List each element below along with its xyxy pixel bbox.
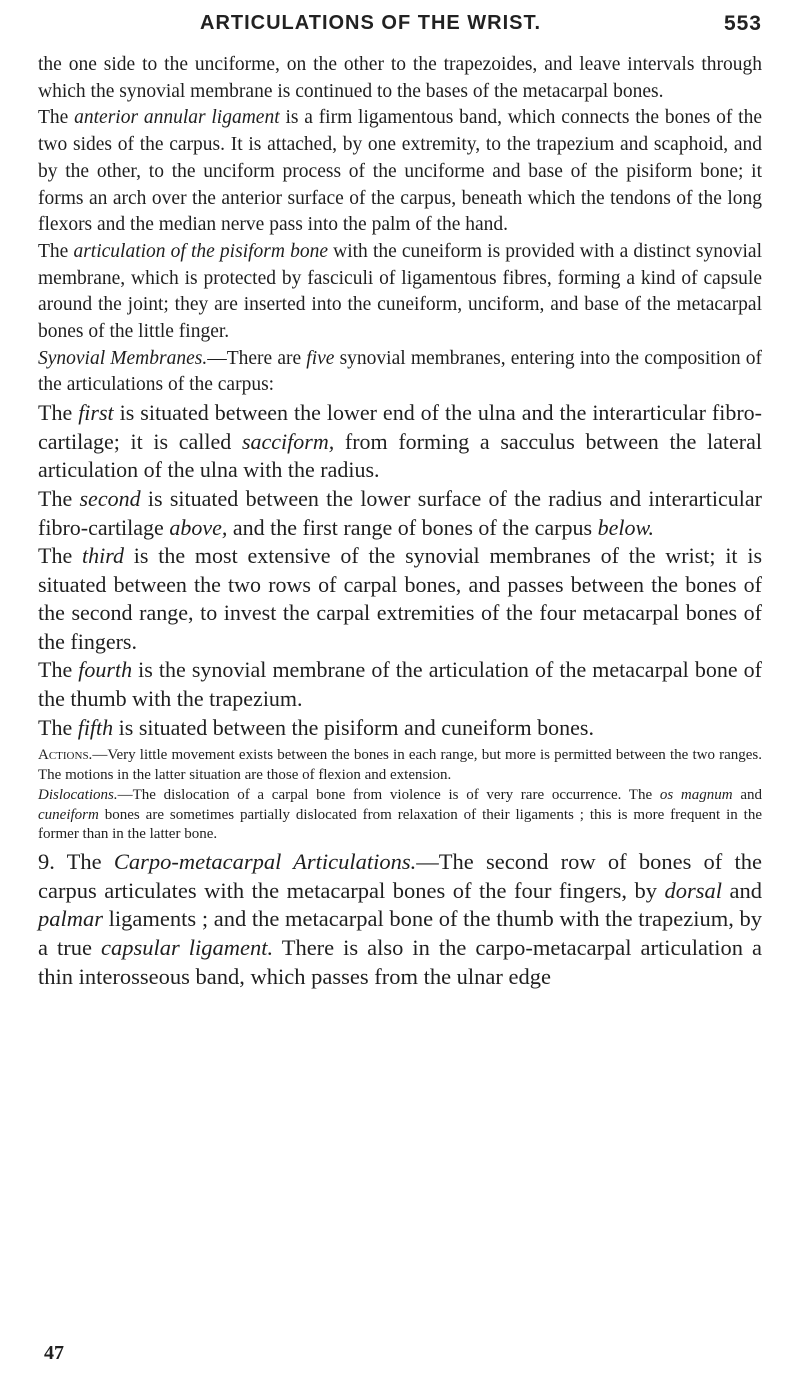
paragraph-fifth: The fifth is situated between the pisiform and cuneiform bones.: [38, 714, 594, 740]
paragraph-third: The third is the most extensive of the synovial membranes of the wrist; it is situated between the two rows of carpal bones, and passes between the bones of the second range, to invest the carpal extremities of the four metacarpal bones of the fingers.: [38, 543, 763, 654]
term-annular-ligament: anterior annular ligament: [74, 107, 280, 129]
term-synovial-membranes: Synovial Membranes.: [38, 347, 208, 369]
paragraph-pisiform: The articulation of the pisiform bone with the cuneiform is provided with a distinct synovial membrane, which is protected by fasciculi of ligamentous fibres, forming a kind of capsule around the joint; they are inserted into the cuneiform, unciform, and base of the metacarpal bones of the little finger.: [38, 240, 762, 343]
running-title: ARTICULATIONS OF THE WRIST.: [200, 12, 542, 34]
paragraph-dislocations: Dislocations.—The dislocation of a carpal bone from violence is of very rare occurrence. The os magnum and cuneiform bones are sometimes partially dislocated from relaxation of their ligaments ; this is more frequent in the former than in the latter bone.: [38, 786, 762, 843]
paragraph-first: The first is situated between the lower end of the ulna and the interarticular fibro-cartilage; it is called sacciform, from forming a sacculus between the lateral articulation of the ulna with the radius.: [38, 400, 762, 483]
paragraph-continuation: the one side to the unciforme, on the other to the trapezoides, and leave intervals through which the synovial membrane is continued to the bases of the metacarpal bones.: [38, 54, 762, 102]
term-pisiform: articulation of the pisiform bone: [73, 240, 328, 262]
heading-actions: Actions.: [38, 747, 93, 764]
signature-mark: 47: [44, 1342, 64, 1364]
paragraph-fourth: The fourth is the synovial membrane of the articulation of the metacarpal bone of the thumb with the trapezium.: [38, 657, 762, 712]
paragraph-carpo-metacarpal: 9. The Carpo-metacarpal Articulations.—The second row of bones of the carpus articulates with the metacarpal bones of the four fingers, by dorsal and palmar ligaments ; and the metacarpal bone of the thumb with the trapezium, by a true capsular ligament. There is also in the carpo-metacarpal articulation a thin interosseous band, which passes from the ulnar edge: [38, 849, 762, 989]
heading-dislocations: Dislocations.: [38, 786, 118, 803]
paragraph-actions: Actions.—Very little movement exists between the bones in each range, but more is permitted between the two ranges. The motions in the latter situation are those of flexion and extension.: [38, 747, 762, 784]
paragraph-synovial-membranes: Synovial Membranes.—There are five synovial membranes, entering into the composition of the articulations of the carpus:: [38, 347, 762, 396]
heading-carpo-metacarpal: Carpo-metacarpal Articulations.: [113, 849, 417, 875]
page-number: 553: [723, 12, 762, 35]
paragraph-annular-ligament: The anterior annular ligament is a firm ligamentous band, which connects the bones of the two sides of the carpus. It is attached, by one extremity, to the trapezium and scaphoid, and by the other, to the unciform process of the unciforme and base of the pisiform bone; it forms an arch over the anterior surface of the carpus, beneath which the tendons of the long flexors and the median nerve pass into the palm of the hand.: [38, 107, 762, 236]
page-body: [38, 52, 762, 991]
paragraph-second: The second is situated between the lower surface of the radius and interarticular fibro-cartilage above, and the first range of bones of the carpus below.: [38, 485, 763, 540]
running-head: [200, 4, 762, 44]
